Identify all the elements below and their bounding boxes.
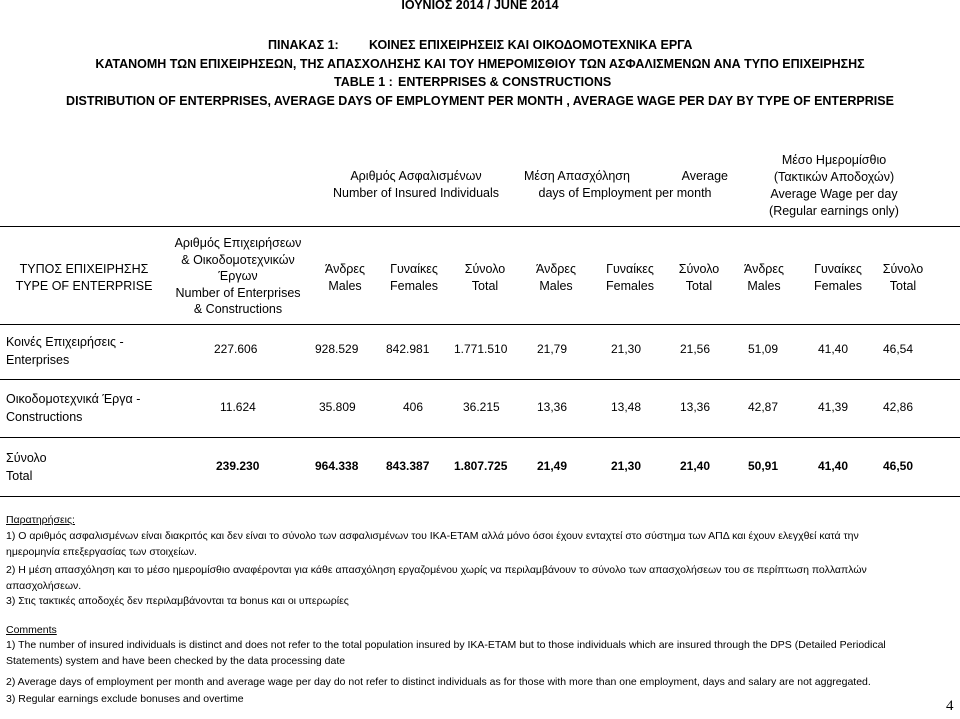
row-enterprises-days-total: 21,56 <box>680 342 711 356</box>
rule-row1 <box>0 379 960 380</box>
table-gr-prefix: ΠΙΝΑΚΑΣ 1: <box>268 38 339 52</box>
rule-header-top <box>0 226 960 227</box>
row-enterprises-insured-females: 842.981 <box>386 342 430 356</box>
row-constructions-count: 11.624 <box>220 400 256 414</box>
col-insured-total-en: Total <box>471 279 499 293</box>
col-days-females <box>592 261 668 295</box>
col-insured-females <box>378 261 450 295</box>
col-wage-females-gr: Γυναίκες <box>814 262 862 276</box>
row-constructions-wage-total: 42,86 <box>883 400 914 414</box>
row-enterprises-label <box>6 333 124 369</box>
row-enterprises-days-males: 21,79 <box>537 342 568 356</box>
rule-row2 <box>0 437 960 438</box>
col-wage-males <box>730 261 798 295</box>
col-insured-total-gr: Σύνολο <box>464 262 506 276</box>
row-total-insured-females: 843.387 <box>386 459 430 473</box>
row-total-label-gr: Σύνολο <box>6 451 47 465</box>
row-constructions-wage-females: 41,39 <box>818 400 849 414</box>
notes-gr-heading: Παρατηρήσεις: <box>6 514 75 526</box>
group-wage-en2: (Regular earnings only) <box>769 204 899 218</box>
col-days-males-gr: Άνδρες <box>535 262 577 276</box>
group-days-gr2: Average <box>681 169 728 183</box>
row-total-days-males: 21,49 <box>537 459 568 473</box>
col-wage-males-gr: Άνδρες <box>743 262 785 276</box>
page-number: 4 <box>946 698 954 714</box>
row-constructions-days-females: 13,48 <box>611 400 642 414</box>
col-days-total-en: Total <box>685 279 713 293</box>
row-constructions-wage-males: 42,87 <box>748 400 779 414</box>
notes-gr-2a: 2) Η μέση απασχόληση και το μέσο ημερομίσθιο αναφέρονται για κάθε απασχόληση εργαζομένου χωρίς να περιλαμβάνουν το σύνολο των απασχολήσεων του σε περίπτωση πολλαπλών <box>6 564 867 576</box>
col-wage-males-en: Males <box>747 279 781 293</box>
col-wage-females-en: Females <box>814 279 862 293</box>
group-wage-header <box>730 152 938 220</box>
table-gr-title: ΚΟΙΝΕΣ ΕΠΙΧΕΙΡΗΣΕΙΣ ΚΑΙ ΟΙΚΟΔΟΜΟΤΕΧΝΙΚΑ ΕΡΓΑ <box>369 38 693 52</box>
col-insured-females-en: Females <box>390 279 438 293</box>
row-total-insured-males: 964.338 <box>315 459 359 473</box>
row-enterprises-insured-males: 928.529 <box>315 342 359 356</box>
row-enterprises-count: 227.606 <box>214 342 258 356</box>
report-date: ΙΟΥΝΙΟΣ 2014 / JUNE 2014 <box>401 0 559 12</box>
group-wage-en1: Average Wage per day <box>770 187 898 201</box>
row-total-days-females: 21,30 <box>611 459 642 473</box>
notes-en-2: 2) Average days of employment per month and average wage per day do not refer to distinct individuals as for those with more than one employment, days and salary are not aggregated. <box>6 676 871 688</box>
row-total-insured-total: 1.807.725 <box>454 459 508 473</box>
group-wage-gr1: Μέσο Ημερομίσθιο <box>781 153 887 167</box>
row-constructions-label <box>6 390 140 426</box>
row-constructions-days-males: 13,36 <box>537 400 568 414</box>
row-constructions-days-total: 13,36 <box>680 400 711 414</box>
notes-gr-2b: απασχολήσεων. <box>6 580 82 592</box>
col-enterprises-header <box>165 235 311 318</box>
col-days-females-en: Females <box>606 279 654 293</box>
group-days-en: days of Employment per month <box>538 186 712 200</box>
row-total-label-en: Total <box>6 469 33 483</box>
row-total-count: 239.230 <box>216 459 260 473</box>
group-days-gr-line <box>520 168 730 185</box>
row-total-wage-females: 41,40 <box>818 459 849 473</box>
group-days-header <box>520 168 730 202</box>
col-wage-total-gr: Σύνολο <box>882 262 924 276</box>
row-total-wage-total: 46,50 <box>883 459 914 473</box>
subtitle-gr: ΚΑΤΑΝΟΜΗ ΤΩΝ ΕΠΙΧΕΙΡΗΣΕΩΝ, ΤΗΣ ΑΠΑΣΧΟΛΗΣΗΣ ΚΑΙ ΤΟΥ ΗΜΕΡΟΜΙΣΘΙΟΥ ΤΩΝ ΑΣΦΑΛΙΣΜΕΝΩΝ ΑΝΑ ΤΥΠΟ ΕΠΙΧΕΙΡΗΣΗΣ <box>95 57 865 71</box>
row-total-label <box>6 449 47 485</box>
row-enterprises-label-gr: Κοινές Επιχειρήσεις - <box>6 335 124 349</box>
col-days-total <box>668 261 730 295</box>
col-insured-males-en: Males <box>328 279 362 293</box>
col-enterprises-l1: Αριθμός Επιχειρήσεων <box>174 236 302 250</box>
subtitle-en: DISTRIBUTION OF ENTERPRISES, AVERAGE DAYS OF EMPLOYMENT PER MONTH , AVERAGE WAGE PER DAY BY TYPE OF ENTERPRISE <box>66 94 894 108</box>
col-wage-total <box>872 261 934 295</box>
table-en-prefix: TABLE 1 : <box>334 75 393 89</box>
notes-gr-3: 3) Στις τακτικές αποδοχές δεν περιλαμβάνονται τα bonus και οι υπερωρίες <box>6 595 349 607</box>
group-insured-header <box>312 168 520 202</box>
notes-gr-1b: ημερομηνία επεξεργασίας των στοιχείων. <box>6 546 197 558</box>
col-insured-males-gr: Άνδρες <box>324 262 366 276</box>
col-insured-females-gr: Γυναίκες <box>390 262 438 276</box>
col-insured-total <box>450 261 520 295</box>
row-enterprises-days-females: 21,30 <box>611 342 642 356</box>
col-type-en: TYPE OF ENTERPRISE <box>15 279 153 293</box>
row-enterprises-label-en: Enterprises <box>6 353 70 367</box>
row-enterprises-insured-total: 1.771.510 <box>454 342 508 356</box>
group-days-gr: Μέση Απασχόληση <box>524 169 630 183</box>
notes-en-1a: 1) The number of insured individuals is distinct and does not refer to the total population insured by IKA-ETAM but to those individuals which are insured through the DPS (Detailed Periodical <box>6 639 886 651</box>
row-enterprises-wage-males: 51,09 <box>748 342 779 356</box>
notes-en-heading: Comments <box>6 624 57 636</box>
row-total-days-total: 21,40 <box>680 459 711 473</box>
group-insured-gr: Αριθμός Ασφαλισμένων <box>350 169 482 183</box>
table-en-title: ENTERPRISES & CONSTRUCTIONS <box>398 75 612 89</box>
row-constructions-insured-total: 36.215 <box>463 400 500 414</box>
col-days-total-gr: Σύνολο <box>678 262 720 276</box>
row-enterprises-wage-females: 41,40 <box>818 342 849 356</box>
notes-en-3: 3) Regular earnings exclude bonuses and overtime <box>6 693 244 705</box>
col-enterprises-l4: Number of Enterprises <box>175 285 301 300</box>
group-insured-en: Number of Insured Individuals <box>332 186 500 200</box>
row-constructions-insured-males: 35.809 <box>319 400 356 414</box>
col-type-gr: ΤΥΠΟΣ ΕΠΙΧΕΙΡΗΣΗΣ <box>19 262 149 276</box>
col-type-header <box>4 261 164 295</box>
col-enterprises-l3: Έργων <box>218 269 258 283</box>
notes-en-1b: Statements) system and have been checked by the data processing date <box>6 655 346 667</box>
col-wage-females <box>798 261 878 295</box>
row-total-wage-males: 50,91 <box>748 459 779 473</box>
rule-header-bottom <box>0 324 960 325</box>
col-insured-males <box>312 261 378 295</box>
row-constructions-insured-females: 406 <box>403 400 424 414</box>
col-days-males-en: Males <box>539 279 573 293</box>
col-days-females-gr: Γυναίκες <box>606 262 654 276</box>
col-enterprises-l2: & Οικοδομοτεχνικών <box>181 252 295 267</box>
col-wage-total-en: Total <box>889 279 917 293</box>
col-days-males <box>520 261 592 295</box>
row-enterprises-wage-total: 46,54 <box>883 342 914 356</box>
rule-table-bottom <box>0 496 960 497</box>
row-constructions-label-gr: Οικοδομοτεχνικά Έργα - <box>6 392 141 406</box>
col-enterprises-l5: & Constructions <box>193 302 283 316</box>
notes-gr-1a: 1) Ο αριθμός ασφαλισμένων είναι διακριτός και δεν είναι το σύνολο των ασφαλισμένων του ΙΚΑ-ΕΤΑΜ αλλά μόνο όσοι έχουν ενταχτεί στο σύστημα των ΑΠΔ και έχουν ελεγχθεί κατά την <box>6 530 859 542</box>
group-wage-gr2: (Τακτικών Αποδοχών) <box>773 170 895 184</box>
row-constructions-label-en: Constructions <box>6 410 83 424</box>
